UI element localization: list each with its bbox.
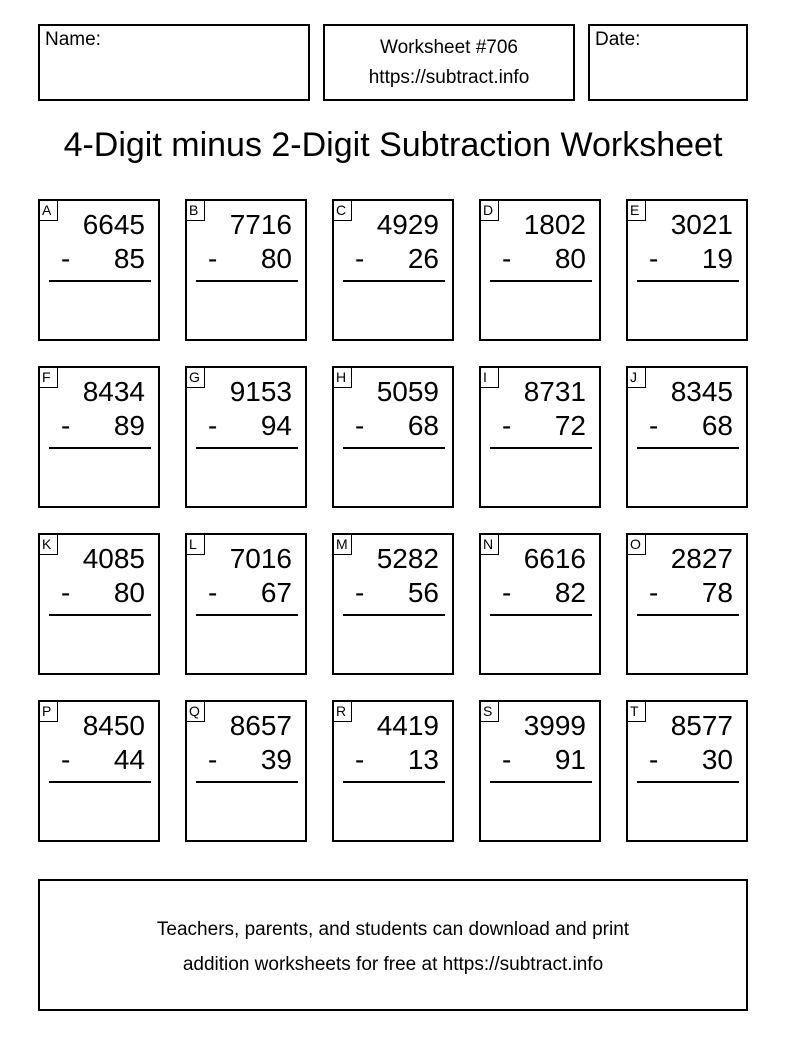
minuend: 8731 (523, 376, 586, 407)
minuend: 6645 (82, 209, 145, 240)
minus-sign: - (355, 577, 365, 608)
problem-card (332, 700, 454, 842)
problem-card (626, 533, 748, 675)
worksheet-number: Worksheet #706 (379, 37, 518, 58)
problem-card (38, 700, 160, 842)
minus-sign: - (649, 410, 659, 441)
subtrahend: 80 (260, 243, 292, 274)
minus-sign: - (61, 744, 71, 775)
subtrahend: 68 (407, 410, 439, 441)
problem-letter: B (187, 201, 205, 221)
worksheet-info-box (323, 24, 575, 101)
problem-letter: F (40, 368, 58, 388)
problem-card (38, 366, 160, 508)
minuend: 4419 (376, 710, 439, 741)
minus-sign: - (355, 243, 365, 274)
answer-line (343, 614, 445, 616)
footer-line-2: addition worksheets for free at https://subtract.info (182, 954, 604, 975)
problem-letter: A (40, 201, 58, 221)
minuend: 3999 (523, 710, 586, 741)
minuend: 9153 (229, 376, 292, 407)
problem-letter: I (481, 368, 499, 388)
answer-line (637, 781, 739, 783)
page-title: 4-Digit minus 2-Digit Subtraction Worksheet (63, 126, 723, 164)
minus-sign: - (649, 744, 659, 775)
problem-card (626, 199, 748, 341)
minuend: 2827 (670, 543, 733, 574)
problem-letter: J (628, 368, 646, 388)
minuend: 8657 (229, 710, 292, 741)
subtrahend: 30 (701, 744, 733, 775)
answer-line (343, 781, 445, 783)
problem-letter: K (40, 535, 58, 555)
problem-letter: C (334, 201, 352, 221)
minus-sign: - (355, 410, 365, 441)
problem-letter: G (187, 368, 205, 388)
subtrahend: 13 (407, 744, 439, 775)
problem-card (332, 366, 454, 508)
problem-letter: M (334, 535, 352, 555)
minus-sign: - (208, 243, 218, 274)
minus-sign: - (355, 744, 365, 775)
problem-card (38, 533, 160, 675)
minus-sign: - (502, 243, 512, 274)
problem-letter: R (334, 702, 352, 722)
problem-card (185, 366, 307, 508)
footer-line-1: Teachers, parents, and students can download and print (156, 919, 630, 940)
subtrahend: 44 (113, 744, 145, 775)
subtrahend: 39 (260, 744, 292, 775)
minus-sign: - (649, 243, 659, 274)
problem-card (479, 366, 601, 508)
minus-sign: - (208, 744, 218, 775)
problem-card (332, 199, 454, 341)
problem-card (626, 700, 748, 842)
problem-letter: S (481, 702, 499, 722)
answer-line (490, 447, 592, 449)
minus-sign: - (502, 744, 512, 775)
minuend: 4085 (82, 543, 145, 574)
answer-line (196, 781, 298, 783)
minuend: 7716 (229, 209, 292, 240)
subtrahend: 85 (113, 243, 145, 274)
answer-line (490, 781, 592, 783)
minuend: 7016 (229, 543, 292, 574)
minus-sign: - (502, 410, 512, 441)
minuend: 1802 (523, 209, 586, 240)
subtrahend: 26 (407, 243, 439, 274)
answer-line (343, 447, 445, 449)
problem-letter: T (628, 702, 646, 722)
minuend: 8434 (82, 376, 145, 407)
problem-letter: P (40, 702, 58, 722)
minuend: 8450 (82, 710, 145, 741)
problem-letter: Q (187, 702, 205, 722)
problem-card (332, 533, 454, 675)
subtrahend: 68 (701, 410, 733, 441)
minus-sign: - (208, 577, 218, 608)
subtrahend: 67 (260, 577, 292, 608)
problem-letter: N (481, 535, 499, 555)
answer-line (637, 447, 739, 449)
answer-line (196, 614, 298, 616)
subtrahend: 80 (554, 243, 586, 274)
answer-line (196, 280, 298, 282)
footer-box (38, 879, 748, 1011)
problem-letter: E (628, 201, 646, 221)
date-label: Date: (595, 29, 641, 50)
problem-letter: L (187, 535, 205, 555)
minus-sign: - (61, 243, 71, 274)
site-url: https://subtract.info (368, 67, 530, 88)
minuend: 4929 (376, 209, 439, 240)
subtrahend: 89 (113, 410, 145, 441)
subtrahend: 72 (554, 410, 586, 441)
subtrahend: 80 (113, 577, 145, 608)
subtrahend: 19 (701, 243, 733, 274)
problem-letter: H (334, 368, 352, 388)
minus-sign: - (208, 410, 218, 441)
answer-line (49, 280, 151, 282)
answer-line (637, 280, 739, 282)
problem-card (479, 700, 601, 842)
problem-grid (38, 199, 748, 843)
problem-letter: D (481, 201, 499, 221)
problem-card (479, 533, 601, 675)
minuend: 8345 (670, 376, 733, 407)
minuend: 5059 (376, 376, 439, 407)
answer-line (343, 280, 445, 282)
problem-card (38, 199, 160, 341)
name-label: Name: (45, 29, 101, 50)
problem-card (185, 700, 307, 842)
minus-sign: - (61, 577, 71, 608)
subtrahend: 56 (407, 577, 439, 608)
subtrahend: 78 (701, 577, 733, 608)
minus-sign: - (61, 410, 71, 441)
answer-line (49, 781, 151, 783)
minuend: 5282 (376, 543, 439, 574)
problem-card (185, 199, 307, 341)
answer-line (196, 447, 298, 449)
minuend: 3021 (670, 209, 733, 240)
subtrahend: 91 (554, 744, 586, 775)
problem-letter: O (628, 535, 646, 555)
minuend: 6616 (523, 543, 586, 574)
problem-card (479, 199, 601, 341)
answer-line (490, 614, 592, 616)
minus-sign: - (502, 577, 512, 608)
date-box[interactable] (588, 24, 748, 101)
answer-line (637, 614, 739, 616)
name-box[interactable] (38, 24, 310, 101)
problem-card (626, 366, 748, 508)
problem-card (185, 533, 307, 675)
subtrahend: 82 (554, 577, 586, 608)
minuend: 8577 (670, 710, 733, 741)
minus-sign: - (649, 577, 659, 608)
answer-line (49, 614, 151, 616)
answer-line (490, 280, 592, 282)
answer-line (49, 447, 151, 449)
subtrahend: 94 (260, 410, 292, 441)
